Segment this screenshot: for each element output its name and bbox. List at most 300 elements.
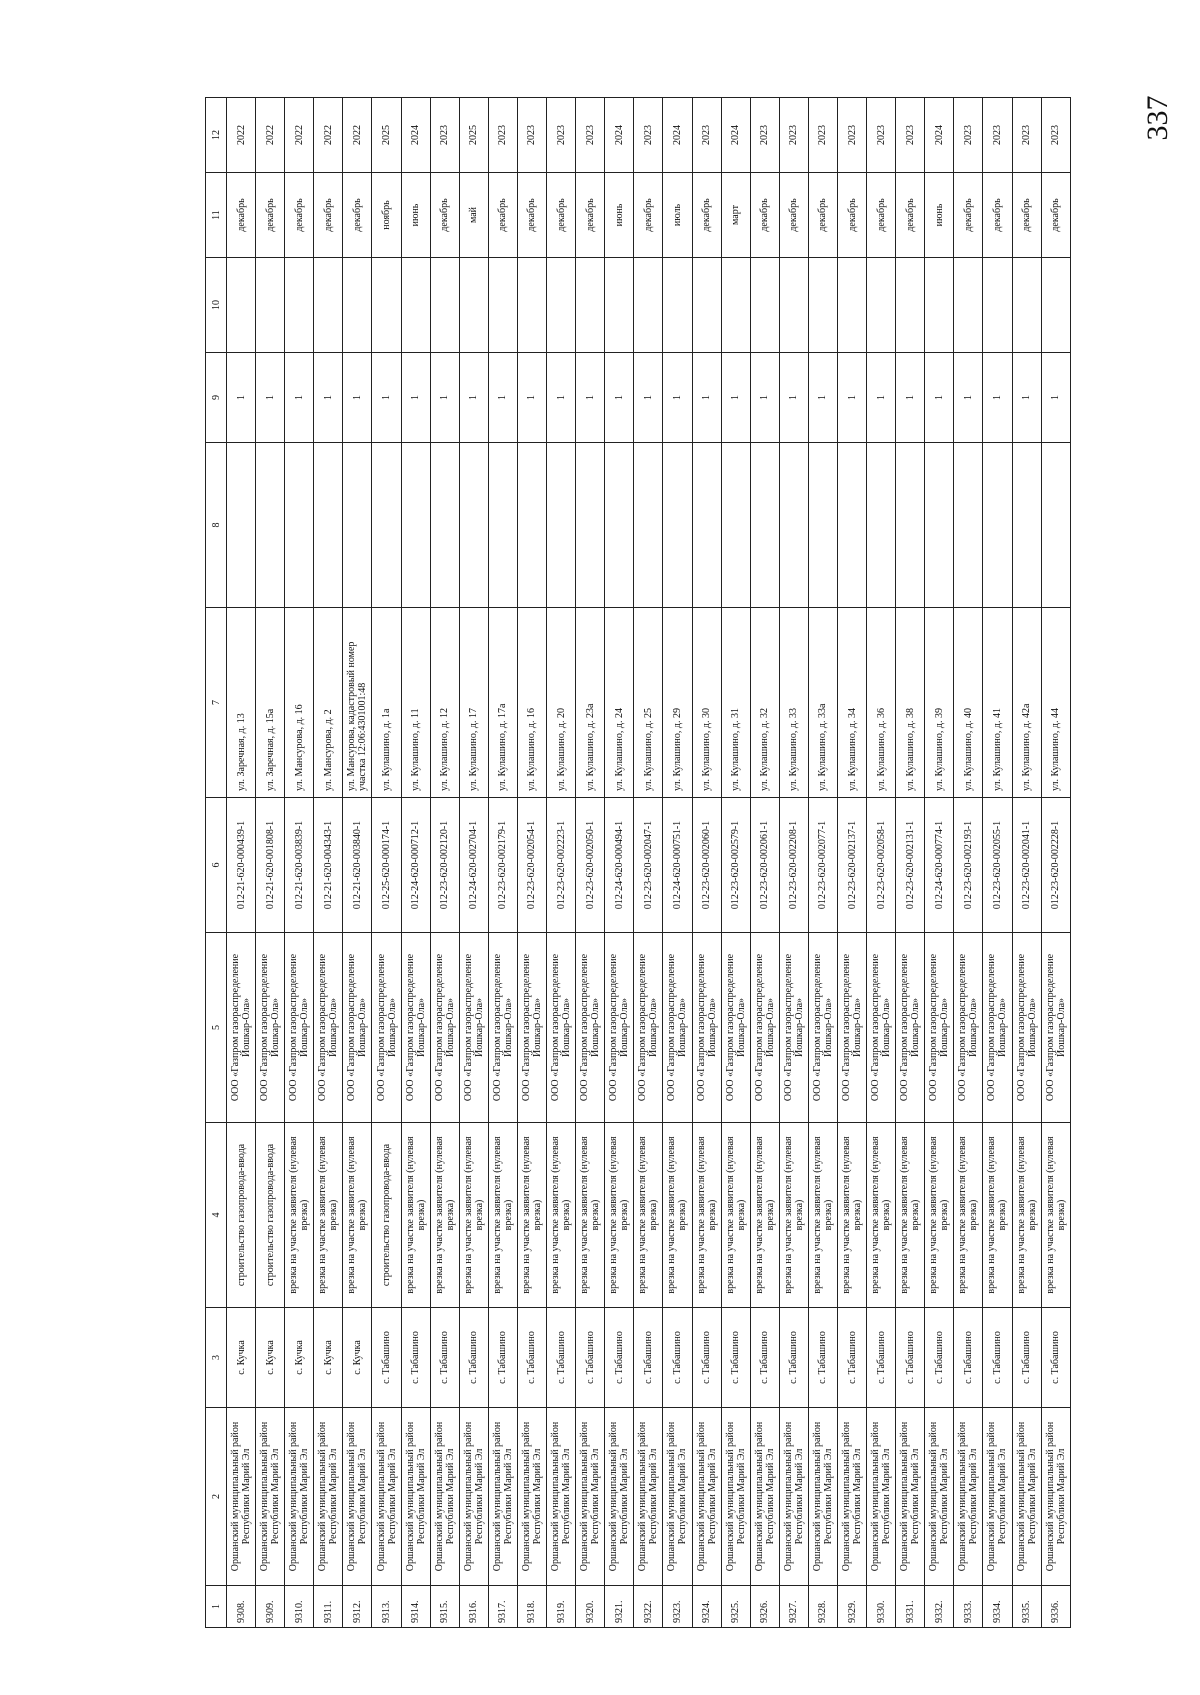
cell-app-id: 012-24-620-000751-1 [663, 798, 692, 933]
cell-quantity: 1 [343, 353, 372, 443]
table-row [1012, 98, 1041, 1628]
table-row [227, 98, 256, 1628]
cell-quantity: 1 [314, 353, 343, 443]
cell-quantity: 1 [430, 353, 459, 443]
cell-col8 [867, 443, 896, 608]
cell-month: декабрь [314, 173, 343, 258]
cell-work-type: строительство газопровода-ввода [256, 1123, 285, 1308]
cell-year: 2023 [896, 98, 925, 173]
cell-month: декабрь [808, 173, 837, 258]
column-header-1: 1 [206, 1586, 227, 1628]
cell-col10 [983, 258, 1012, 353]
table-row [547, 98, 576, 1628]
table-row [343, 98, 372, 1628]
cell-month: декабрь [343, 173, 372, 258]
cell-work-type: врезка на участке заявителя (нулевая врезка) [779, 1123, 808, 1308]
cell-col8 [547, 443, 576, 608]
cell-num: 9316. [459, 1586, 488, 1628]
column-header-4: 4 [206, 1123, 227, 1308]
cell-work-type: врезка на участке заявителя (нулевая врезка) [750, 1123, 779, 1308]
cell-col8 [1012, 443, 1041, 608]
cell-year: 2023 [808, 98, 837, 173]
cell-year: 2023 [634, 98, 663, 173]
cell-work-type: врезка на участке заявителя (нулевая врезка) [721, 1123, 750, 1308]
cell-district: Оршанский муниципальный район Республики Марий Эл [954, 1408, 983, 1586]
cell-month: декабрь [692, 173, 721, 258]
cell-organization: ООО «Газпром газораспределение Йошкар-Ола» [925, 933, 954, 1123]
cell-work-type: врезка на участке заявителя (нулевая врезка) [1012, 1123, 1041, 1308]
cell-work-type: врезка на участке заявителя (нулевая врезка) [488, 1123, 517, 1308]
cell-work-type: врезка на участке заявителя (нулевая врезка) [837, 1123, 866, 1308]
cell-month: декабрь [576, 173, 605, 258]
cell-organization: ООО «Газпром газораспределение Йошкар-Ола» [343, 933, 372, 1123]
table-row [634, 98, 663, 1628]
cell-organization: ООО «Газпром газораспределение Йошкар-Ола» [605, 933, 634, 1123]
cell-quantity: 1 [750, 353, 779, 443]
cell-work-type: врезка на участке заявителя (нулевая врезка) [314, 1123, 343, 1308]
cell-app-id: 012-21-620-001808-1 [256, 798, 285, 933]
cell-work-type: строительство газопровода-ввода [372, 1123, 401, 1308]
cell-app-id: 012-23-620-002120-1 [430, 798, 459, 933]
cell-address: ул. Кулашино, д. 25 [634, 608, 663, 798]
cell-num: 9326. [750, 1586, 779, 1628]
cell-app-id: 012-23-620-002223-1 [547, 798, 576, 933]
cell-district: Оршанский муниципальный район Республики Марий Эл [227, 1408, 256, 1586]
cell-district: Оршанский муниципальный район Республики Марий Эл [314, 1408, 343, 1586]
cell-month: декабрь [634, 173, 663, 258]
cell-settlement: с. Табашино [896, 1308, 925, 1408]
table-row [663, 98, 692, 1628]
cell-work-type: врезка на участке заявителя (нулевая врезка) [605, 1123, 634, 1308]
cell-settlement: с. Табашино [692, 1308, 721, 1408]
cell-work-type: врезка на участке заявителя (нулевая врезка) [517, 1123, 546, 1308]
cell-address: ул. Кулашино, д. 1а [372, 608, 401, 798]
table-row [925, 98, 954, 1628]
cell-district: Оршанский муниципальный район Республики Марий Эл [779, 1408, 808, 1586]
cell-month: декабрь [896, 173, 925, 258]
cell-organization: ООО «Газпром газораспределение Йошкар-Ола» [576, 933, 605, 1123]
cell-quantity: 1 [605, 353, 634, 443]
cell-col10 [488, 258, 517, 353]
cell-organization: ООО «Газпром газораспределение Йошкар-Ола» [1012, 933, 1041, 1123]
table-row [459, 98, 488, 1628]
cell-col10 [692, 258, 721, 353]
cell-col8 [1041, 443, 1070, 608]
table-row [750, 98, 779, 1628]
cell-quantity: 1 [721, 353, 750, 443]
cell-month: декабрь [430, 173, 459, 258]
cell-col8 [459, 443, 488, 608]
cell-address: ул. Кулашино, д. 33 [779, 608, 808, 798]
cell-work-type: врезка на участке заявителя (нулевая врезка) [896, 1123, 925, 1308]
cell-quantity: 1 [401, 353, 430, 443]
cell-district: Оршанский муниципальный район Республики Марий Эл [372, 1408, 401, 1586]
cell-settlement: с. Табашино [605, 1308, 634, 1408]
cell-work-type: врезка на участке заявителя (нулевая врезка) [401, 1123, 430, 1308]
table-row [808, 98, 837, 1628]
cell-col10 [954, 258, 983, 353]
cell-app-id: 012-21-620-003840-1 [343, 798, 372, 933]
cell-col8 [430, 443, 459, 608]
cell-organization: ООО «Газпром газораспределение Йошкар-Ола» [867, 933, 896, 1123]
cell-settlement: с. Табашино [808, 1308, 837, 1408]
cell-organization: ООО «Газпром газораспределение Йошкар-Ола» [808, 933, 837, 1123]
cell-quantity: 1 [983, 353, 1012, 443]
cell-organization: ООО «Газпром газораспределение Йошкар-Ола» [721, 933, 750, 1123]
cell-num: 9331. [896, 1586, 925, 1628]
column-header-3: 3 [206, 1308, 227, 1408]
cell-col10 [547, 258, 576, 353]
cell-work-type: врезка на участке заявителя (нулевая врезка) [925, 1123, 954, 1308]
cell-app-id: 012-24-620-000494-1 [605, 798, 634, 933]
cell-year: 2022 [227, 98, 256, 173]
cell-app-id: 012-24-620-000712-1 [401, 798, 430, 933]
cell-work-type: врезка на участке заявителя (нулевая врезка) [808, 1123, 837, 1308]
cell-month: июль [663, 173, 692, 258]
cell-year: 2023 [576, 98, 605, 173]
cell-month: декабрь [227, 173, 256, 258]
cell-col10 [401, 258, 430, 353]
cell-quantity: 1 [1041, 353, 1070, 443]
cell-address: ул. Кулашино, д. 33а [808, 608, 837, 798]
cell-col10 [634, 258, 663, 353]
cell-district: Оршанский муниципальный район Республики Марий Эл [430, 1408, 459, 1586]
cell-address: ул. Кулашино, д. 36 [867, 608, 896, 798]
table-row [954, 98, 983, 1628]
cell-num: 9308. [227, 1586, 256, 1628]
column-header-7: 7 [206, 608, 227, 798]
cell-col8 [954, 443, 983, 608]
cell-quantity: 1 [692, 353, 721, 443]
table-body [227, 98, 1071, 1628]
cell-address: ул. Кулашино, д. 20 [547, 608, 576, 798]
table-row [488, 98, 517, 1628]
column-header-6: 6 [206, 798, 227, 933]
column-header-11: 11 [206, 173, 227, 258]
cell-quantity: 1 [867, 353, 896, 443]
table-row [517, 98, 546, 1628]
cell-address: ул. Мансурова, д. 16 [285, 608, 314, 798]
cell-work-type: врезка на участке заявителя (нулевая врезка) [430, 1123, 459, 1308]
cell-address: ул. Кулашино, д. 12 [430, 608, 459, 798]
cell-col8 [721, 443, 750, 608]
cell-organization: ООО «Газпром газораспределение Йошкар-Ола» [954, 933, 983, 1123]
cell-num: 9312. [343, 1586, 372, 1628]
cell-settlement: с. Кучка [285, 1308, 314, 1408]
cell-num: 9313. [372, 1586, 401, 1628]
cell-year: 2023 [837, 98, 866, 173]
cell-settlement: с. Табашино [634, 1308, 663, 1408]
cell-address: ул. Кулашино, д. 23а [576, 608, 605, 798]
cell-organization: ООО «Газпром газораспределение Йошкар-Ола» [779, 933, 808, 1123]
cell-district: Оршанский муниципальный район Республики Марий Эл [343, 1408, 372, 1586]
cell-quantity: 1 [925, 353, 954, 443]
cell-col10 [605, 258, 634, 353]
cell-month: декабрь [547, 173, 576, 258]
cell-work-type: строительство газопровода-ввода [227, 1123, 256, 1308]
cell-year: 2024 [721, 98, 750, 173]
cell-app-id: 012-24-620-002704-1 [459, 798, 488, 933]
cell-year: 2023 [1041, 98, 1070, 173]
cell-col8 [372, 443, 401, 608]
cell-address: ул. Кулашино, д. 41 [983, 608, 1012, 798]
cell-month: декабрь [285, 173, 314, 258]
cell-work-type: врезка на участке заявителя (нулевая врезка) [547, 1123, 576, 1308]
table-row [896, 98, 925, 1628]
cell-district: Оршанский муниципальный район Республики Марий Эл [1041, 1408, 1070, 1586]
cell-col10 [430, 258, 459, 353]
cell-month: июнь [605, 173, 634, 258]
cell-district: Оршанский муниципальный район Республики Марий Эл [692, 1408, 721, 1586]
cell-num: 9309. [256, 1586, 285, 1628]
cell-year: 2023 [779, 98, 808, 173]
cell-settlement: с. Табашино [721, 1308, 750, 1408]
cell-app-id: 012-21-620-000439-1 [227, 798, 256, 933]
cell-organization: ООО «Газпром газораспределение Йошкар-Ола» [227, 933, 256, 1123]
cell-col10 [750, 258, 779, 353]
table-row [692, 98, 721, 1628]
table-row [401, 98, 430, 1628]
cell-num: 9317. [488, 1586, 517, 1628]
cell-month: декабрь [750, 173, 779, 258]
cell-col8 [285, 443, 314, 608]
cell-settlement: с. Табашино [488, 1308, 517, 1408]
cell-app-id: 012-23-620-002060-1 [692, 798, 721, 933]
cell-num: 9332. [925, 1586, 954, 1628]
cell-col10 [808, 258, 837, 353]
cell-district: Оршанский муниципальный район Республики Марий Эл [488, 1408, 517, 1586]
cell-month: декабрь [1012, 173, 1041, 258]
cell-quantity: 1 [808, 353, 837, 443]
cell-year: 2022 [314, 98, 343, 173]
cell-organization: ООО «Газпром газораспределение Йошкар-Ола» [488, 933, 517, 1123]
cell-month: июнь [401, 173, 430, 258]
cell-app-id: 012-23-620-002054-1 [517, 798, 546, 933]
cell-district: Оршанский муниципальный район Республики Марий Эл [750, 1408, 779, 1586]
cell-month: декабрь [1041, 173, 1070, 258]
cell-organization: ООО «Газпром газораспределение Йошкар-Ола» [372, 933, 401, 1123]
cell-work-type: врезка на участке заявителя (нулевая врезка) [1041, 1123, 1070, 1308]
cell-settlement: с. Кучка [343, 1308, 372, 1408]
cell-quantity: 1 [896, 353, 925, 443]
cell-year: 2025 [372, 98, 401, 173]
cell-quantity: 1 [285, 353, 314, 443]
cell-col10 [837, 258, 866, 353]
cell-num: 9311. [314, 1586, 343, 1628]
cell-district: Оршанский муниципальный район Республики Марий Эл [576, 1408, 605, 1586]
cell-col8 [314, 443, 343, 608]
cell-address: ул. Кулашино, д. 44 [1041, 608, 1070, 798]
table-row [256, 98, 285, 1628]
cell-address: ул. Кулашино, д. 16 [517, 608, 546, 798]
table-row [837, 98, 866, 1628]
cell-year: 2023 [867, 98, 896, 173]
cell-month: июнь [925, 173, 954, 258]
cell-address: ул. Кулашино, д. 11 [401, 608, 430, 798]
cell-col10 [896, 258, 925, 353]
column-header-5: 5 [206, 933, 227, 1123]
cell-address: ул. Заречная, д. 13 [227, 608, 256, 798]
cell-district: Оршанский муниципальный район Республики Марий Эл [867, 1408, 896, 1586]
cell-quantity: 1 [372, 353, 401, 443]
cell-month: декабрь [983, 173, 1012, 258]
cell-organization: ООО «Газпром газораспределение Йошкар-Ола» [401, 933, 430, 1123]
cell-district: Оршанский муниципальный район Республики Марий Эл [285, 1408, 314, 1586]
cell-organization: ООО «Газпром газораспределение Йошкар-Ола» [517, 933, 546, 1123]
cell-col10 [1012, 258, 1041, 353]
cell-col10 [517, 258, 546, 353]
cell-app-id: 012-23-620-002041-1 [1012, 798, 1041, 933]
cell-settlement: с. Табашино [983, 1308, 1012, 1408]
register-table [205, 97, 1071, 1628]
table-row [576, 98, 605, 1628]
cell-year: 2024 [663, 98, 692, 173]
cell-col10 [256, 258, 285, 353]
column-header-12: 12 [206, 98, 227, 173]
cell-address: ул. Кулашино, д. 39 [925, 608, 954, 798]
cell-col8 [692, 443, 721, 608]
page-number: 337 [1141, 95, 1174, 141]
cell-settlement: с. Табашино [459, 1308, 488, 1408]
cell-district: Оршанский муниципальный район Республики Марий Эл [634, 1408, 663, 1586]
cell-col10 [721, 258, 750, 353]
cell-app-id: 012-23-620-002055-1 [983, 798, 1012, 933]
cell-col8 [517, 443, 546, 608]
cell-district: Оршанский муниципальный район Республики Марий Эл [925, 1408, 954, 1586]
cell-quantity: 1 [779, 353, 808, 443]
cell-district: Оршанский муниципальный район Республики Марий Эл [605, 1408, 634, 1586]
cell-organization: ООО «Газпром газораспределение Йошкар-Ола» [983, 933, 1012, 1123]
cell-district: Оршанский муниципальный район Республики Марий Эл [459, 1408, 488, 1586]
cell-address: ул. Кулашино, д. 17а [488, 608, 517, 798]
cell-app-id: 012-23-620-002131-1 [896, 798, 925, 933]
cell-app-id: 012-21-620-004343-1 [314, 798, 343, 933]
cell-settlement: с. Табашино [517, 1308, 546, 1408]
cell-col10 [576, 258, 605, 353]
cell-year: 2022 [343, 98, 372, 173]
cell-settlement: с. Табашино [372, 1308, 401, 1408]
cell-address: ул. Мансурова, д. 2 [314, 608, 343, 798]
cell-organization: ООО «Газпром газораспределение Йошкар-Ола» [634, 933, 663, 1123]
cell-year: 2023 [750, 98, 779, 173]
cell-year: 2022 [256, 98, 285, 173]
cell-district: Оршанский муниципальный район Республики Марий Эл [256, 1408, 285, 1586]
cell-app-id: 012-21-620-003839-1 [285, 798, 314, 933]
cell-num: 9323. [663, 1586, 692, 1628]
cell-num: 9334. [983, 1586, 1012, 1628]
cell-col10 [372, 258, 401, 353]
cell-app-id: 012-23-620-002077-1 [808, 798, 837, 933]
cell-quantity: 1 [837, 353, 866, 443]
cell-month: декабрь [954, 173, 983, 258]
cell-organization: ООО «Газпром газораспределение Йошкар-Ола» [692, 933, 721, 1123]
cell-work-type: врезка на участке заявителя (нулевая врезка) [983, 1123, 1012, 1308]
cell-month: декабрь [488, 173, 517, 258]
cell-district: Оршанский муниципальный район Республики Марий Эл [547, 1408, 576, 1586]
cell-settlement: с. Табашино [663, 1308, 692, 1408]
cell-col10 [1041, 258, 1070, 353]
cell-address: ул. Кулашино, д. 34 [837, 608, 866, 798]
cell-col8 [343, 443, 372, 608]
cell-quantity: 1 [517, 353, 546, 443]
cell-col8 [750, 443, 779, 608]
cell-num: 9330. [867, 1586, 896, 1628]
cell-app-id: 012-25-620-000174-1 [372, 798, 401, 933]
cell-year: 2023 [488, 98, 517, 173]
cell-quantity: 1 [954, 353, 983, 443]
cell-num: 9315. [430, 1586, 459, 1628]
cell-num: 9319. [547, 1586, 576, 1628]
cell-col10 [285, 258, 314, 353]
cell-settlement: с. Табашино [837, 1308, 866, 1408]
cell-organization: ООО «Газпром газораспределение Йошкар-Ола» [256, 933, 285, 1123]
cell-month: декабрь [779, 173, 808, 258]
cell-app-id: 012-23-620-002579-1 [721, 798, 750, 933]
column-header-2: 2 [206, 1408, 227, 1586]
cell-address: ул. Мансурова, кадастровый номер участка 12:06:4301001:48 [343, 608, 372, 798]
cell-work-type: врезка на участке заявителя (нулевая врезка) [954, 1123, 983, 1308]
cell-address: ул. Кулашино, д. 29 [663, 608, 692, 798]
cell-app-id: 012-24-620-000774-1 [925, 798, 954, 933]
cell-quantity: 1 [256, 353, 285, 443]
cell-district: Оршанский муниципальный район Республики Марий Эл [983, 1408, 1012, 1586]
cell-settlement: с. Кучка [256, 1308, 285, 1408]
table-row [779, 98, 808, 1628]
cell-quantity: 1 [576, 353, 605, 443]
table-row [314, 98, 343, 1628]
cell-district: Оршанский муниципальный район Республики Марий Эл [1012, 1408, 1041, 1586]
cell-settlement: с. Табашино [430, 1308, 459, 1408]
cell-num: 9329. [837, 1586, 866, 1628]
cell-month: декабрь [867, 173, 896, 258]
column-number-row [206, 98, 227, 1628]
cell-col8 [779, 443, 808, 608]
cell-month: ноябрь [372, 173, 401, 258]
cell-district: Оршанский муниципальный район Республики Марий Эл [401, 1408, 430, 1586]
table-row [983, 98, 1012, 1628]
cell-organization: ООО «Газпром газораспределение Йошкар-Ола» [663, 933, 692, 1123]
cell-quantity: 1 [1012, 353, 1041, 443]
cell-col8 [488, 443, 517, 608]
cell-app-id: 012-23-620-002208-1 [779, 798, 808, 933]
cell-district: Оршанский муниципальный район Республики Марий Эл [517, 1408, 546, 1586]
table-header [206, 98, 227, 1628]
cell-col8 [663, 443, 692, 608]
cell-work-type: врезка на участке заявителя (нулевая врезка) [343, 1123, 372, 1308]
cell-year: 2023 [692, 98, 721, 173]
cell-address: ул. Кулашино, д. 24 [605, 608, 634, 798]
cell-month: май [459, 173, 488, 258]
cell-num: 9327. [779, 1586, 808, 1628]
cell-work-type: врезка на участке заявителя (нулевая врезка) [576, 1123, 605, 1308]
cell-settlement: с. Табашино [954, 1308, 983, 1408]
cell-address: ул. Кулашино, д. 38 [896, 608, 925, 798]
cell-col8 [605, 443, 634, 608]
cell-col8 [808, 443, 837, 608]
table-row [605, 98, 634, 1628]
cell-col8 [576, 443, 605, 608]
cell-col10 [925, 258, 954, 353]
cell-address: ул. Кулашино, д. 17 [459, 608, 488, 798]
cell-settlement: с. Кучка [227, 1308, 256, 1408]
cell-year: 2024 [605, 98, 634, 173]
cell-app-id: 012-23-620-002179-1 [488, 798, 517, 933]
cell-settlement: с. Табашино [1041, 1308, 1070, 1408]
cell-settlement: с. Табашино [867, 1308, 896, 1408]
cell-col10 [343, 258, 372, 353]
cell-month: декабрь [837, 173, 866, 258]
cell-num: 9336. [1041, 1586, 1070, 1628]
